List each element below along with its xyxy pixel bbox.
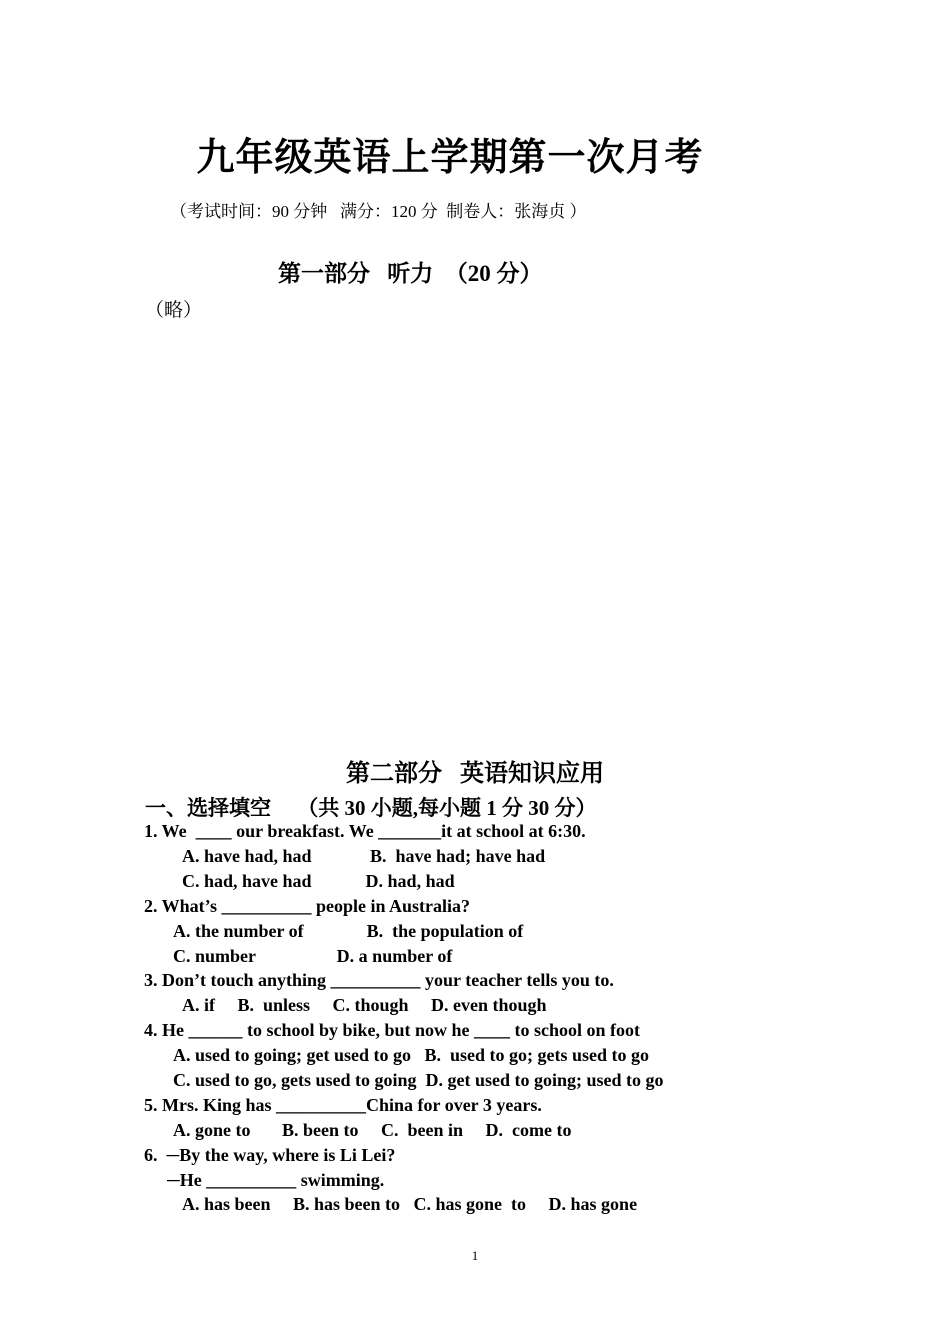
- section-heading: 一、选择填空 （共 30 小题,每小题 1 分 30 分）: [145, 796, 597, 820]
- question-5: 5. Mrs. King has __________China for over 3 years.: [144, 1095, 542, 1115]
- question-2: 2. What’s __________ people in Australia?: [144, 896, 471, 916]
- exam-info: （考试时间：90 分钟 满分：120 分 制卷人：张海贞 ）: [170, 202, 587, 221]
- question-2-options-c: C. number D. a number of: [173, 946, 453, 966]
- question-4: 4. He ______ to school by bike, but now he ____ to school on foot: [144, 1020, 641, 1040]
- question-3-options: A. if B. unless C. though D. even though: [182, 995, 547, 1015]
- question-6-response: ─He __________ swimming.: [167, 1170, 385, 1190]
- part1-heading: 第一部分 听力 （20 分）: [278, 261, 543, 286]
- question-2-options-a: A. the number of B. the population of: [173, 921, 524, 941]
- question-6-options: A. has been B. has been to C. has gone to D. has gone: [182, 1194, 638, 1214]
- question-3: 3. Don’t touch anything __________ your teacher tells you to.: [144, 970, 614, 990]
- question-4-options-c: C. used to go, gets used to going D. get used to going; used to go: [173, 1070, 664, 1090]
- part2-heading: 第二部分 英语知识应用: [346, 761, 604, 787]
- question-1-options-a: A. have had, had B. have had; have had: [182, 846, 546, 866]
- question-6: 6. ─By the way, where is Li Lei?: [144, 1145, 396, 1165]
- question-4-options-a: A. used to going; get used to go B. used to go; gets used to go: [173, 1045, 650, 1065]
- page-title: 九年级英语上学期第一次月考: [196, 137, 704, 179]
- question-5-options: A. gone to B. been to C. been in D. come to: [173, 1120, 572, 1140]
- page-number: 1: [471, 1248, 479, 1263]
- part1-note: （略）: [145, 300, 203, 321]
- question-1-options-c: C. had, have had D. had, had: [182, 871, 455, 891]
- question-1: 1. We ____ our breakfast. We _______it at school at 6:30.: [144, 821, 586, 841]
